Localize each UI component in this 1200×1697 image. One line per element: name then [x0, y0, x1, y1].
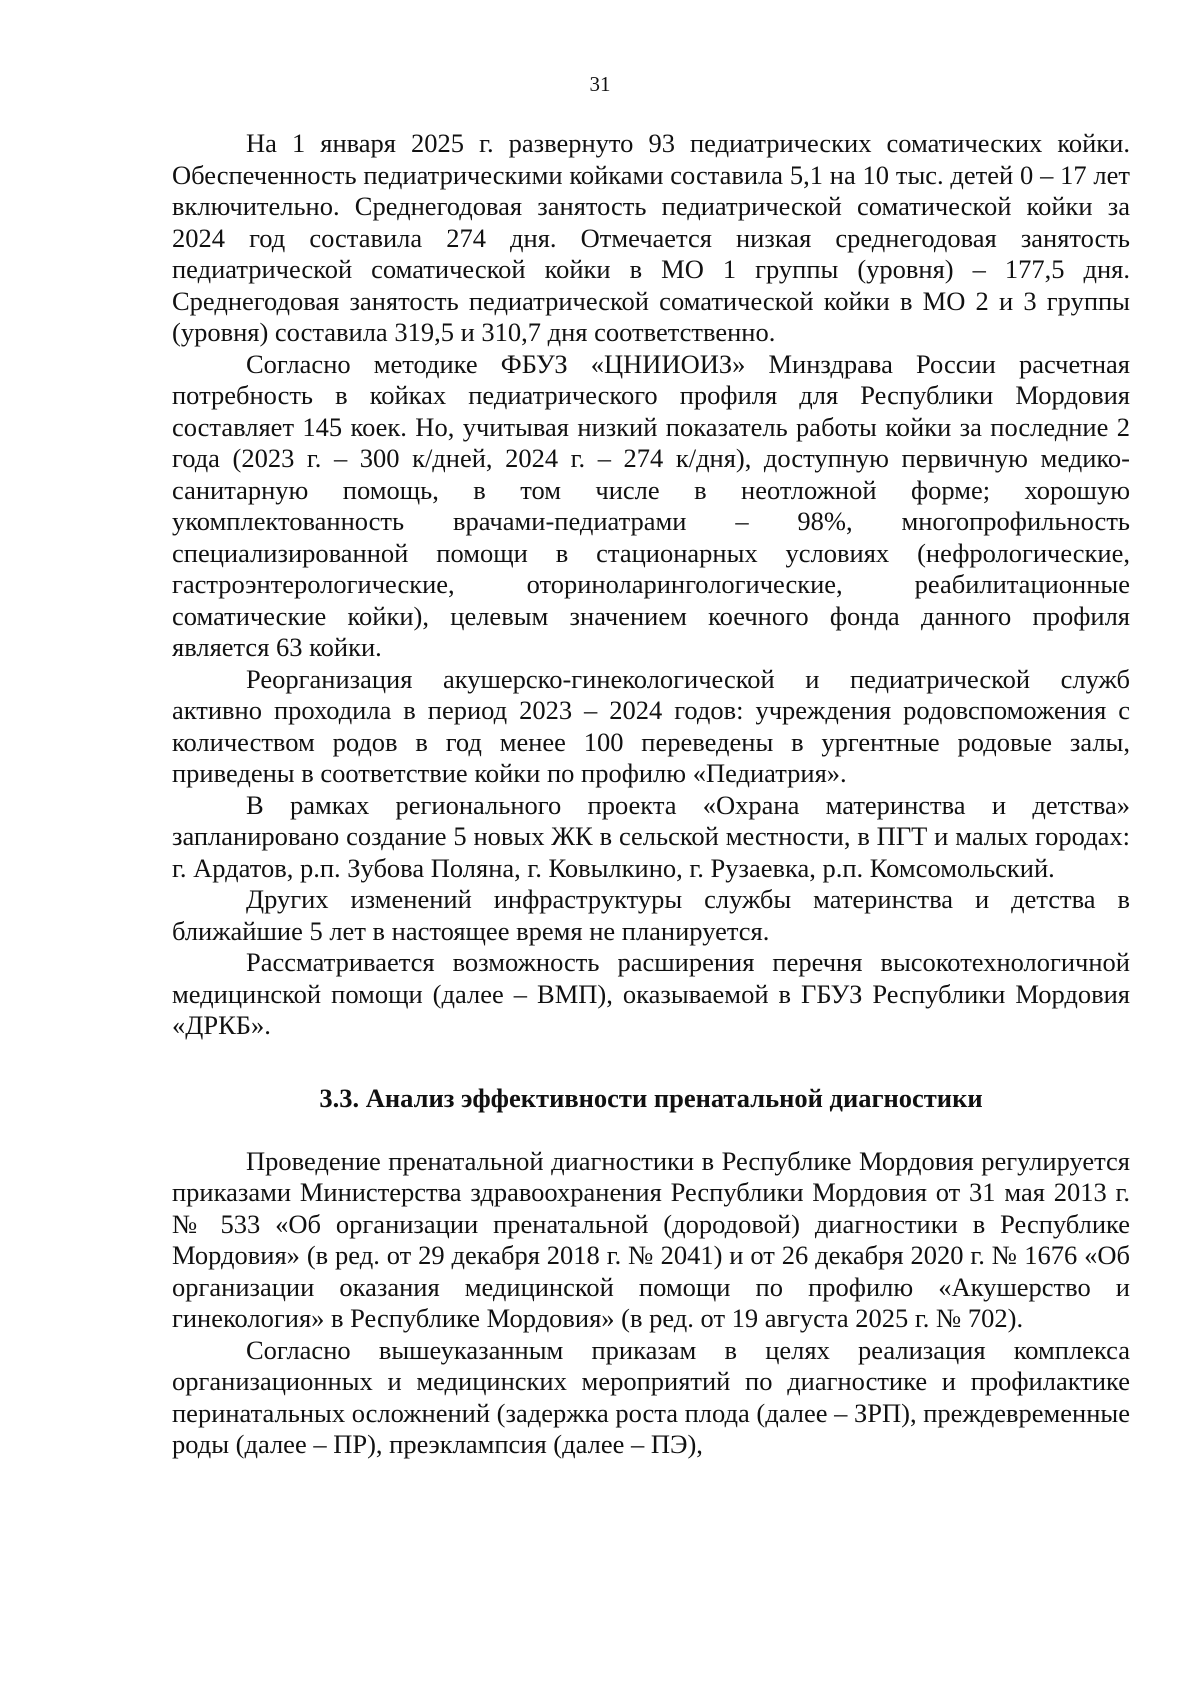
page-content: [172, 128, 1130, 1461]
paragraph-prenatal-measures: Согласно вышеуказанным приказам в целях реализация комплекса организационных и медицинских мероприятий по диагностике и профилактике перинатальных осложнений (задержка роста плода (далее – ЗРП), преждевременные роды (далее – ПР), преэклампсия (далее – ПЭ),: [172, 1334, 1130, 1459]
paragraph-no-changes: Других изменений инфраструктуры службы материнства и детства в ближайшие 5 лет в настоящее время не планируется.: [172, 884, 1130, 946]
paragraph-reorganization: Реорганизация акушерско-гинекологической и педиатрической служб активно проходила в период 2023 – 2024 годов: учреждения родовспоможения с количеством родов в год менее 100 переведены в ургентные родовые залы, приведены в соответствие койки по профилю «Педиатрия».: [172, 663, 1130, 788]
paragraph-prenatal-regulation: Проведение пренатальной диагностики в Республике Мордовия регулируется приказами Министерства здравоохранения Республики Мордовия от 31 мая 2013 г. № 533 «Об организации пренатальной (дородовой) диагностики в Республике Мордовия» (в ред. от 29 декабря 2018 г. № 2041) и от 26 декабря 2020 г. № 1676 «Об организации оказания медицинской помощи по профилю «Акушерство и гинекология» в Республике Мордовия» (в ред. от 19 августа 2025 г. № 702).: [172, 1145, 1130, 1333]
paragraph-pediatric-beds: На 1 января 2025 г. развернуто 93 педиатрических соматических койки. Обеспеченность педиатрическими койками составила 5,1 на 10 тыс. детей 0 – 17 лет включительно. Среднегодовая занятость педиатрической соматической койки за 2024 год составила 274 дня. Отмечается низкая среднегодовая занятость педиатрической соматической койки в МО 1 группы (уровня) – 177,5 дня. Среднегодовая занятость педиатрической соматической койки в МО 2 и 3 группы (уровня) составила 319,5 и 310,7 дня соответственно.: [172, 128, 1130, 347]
paragraph-vmp-expansion: Рассматривается возможность расширения перечня высокотехнологичной медицинской помощи (далее – ВМП), оказываемой в ГБУЗ Республики Мордовия «ДРКБ».: [172, 947, 1130, 1040]
paragraph-bed-requirement: Согласно методике ФБУЗ «ЦНИИОИЗ» Минздрава России расчетная потребность в койках педиатрического профиля для Республики Мордовия составляет 145 коек. Но, учитывая низкий показатель работы койки за последние 2 года (2023 г. – 300 к/дней, 2024 г. – 274 к/дня), доступную первичную медико-санитарную помощь, в том числе в неотложной форме; хорошую укомплектованность врачами-педиатрами – 98%, многопрофильность специализированной помощи в стационарных условиях (нефрологические, гастроэнтерологические, оториноларингологические, реабилитационные соматические койки), целевым значением коечного фонда данного профиля является 63 койки.: [172, 348, 1130, 662]
section-heading: 3.3. Анализ эффективности пренатальной диагностики: [319, 1082, 983, 1113]
paragraph-regional-project: В рамках регионального проекта «Охрана материнства и детства» запланировано создание 5 новых ЖК в сельской местности, в ПГТ и малых городах: г. Ардатов, р.п. Зубова Поляна, г. Ковылкино, г. Рузаевка, р.п. Комсомольский.: [172, 789, 1130, 883]
page-number: 31: [589, 72, 611, 96]
